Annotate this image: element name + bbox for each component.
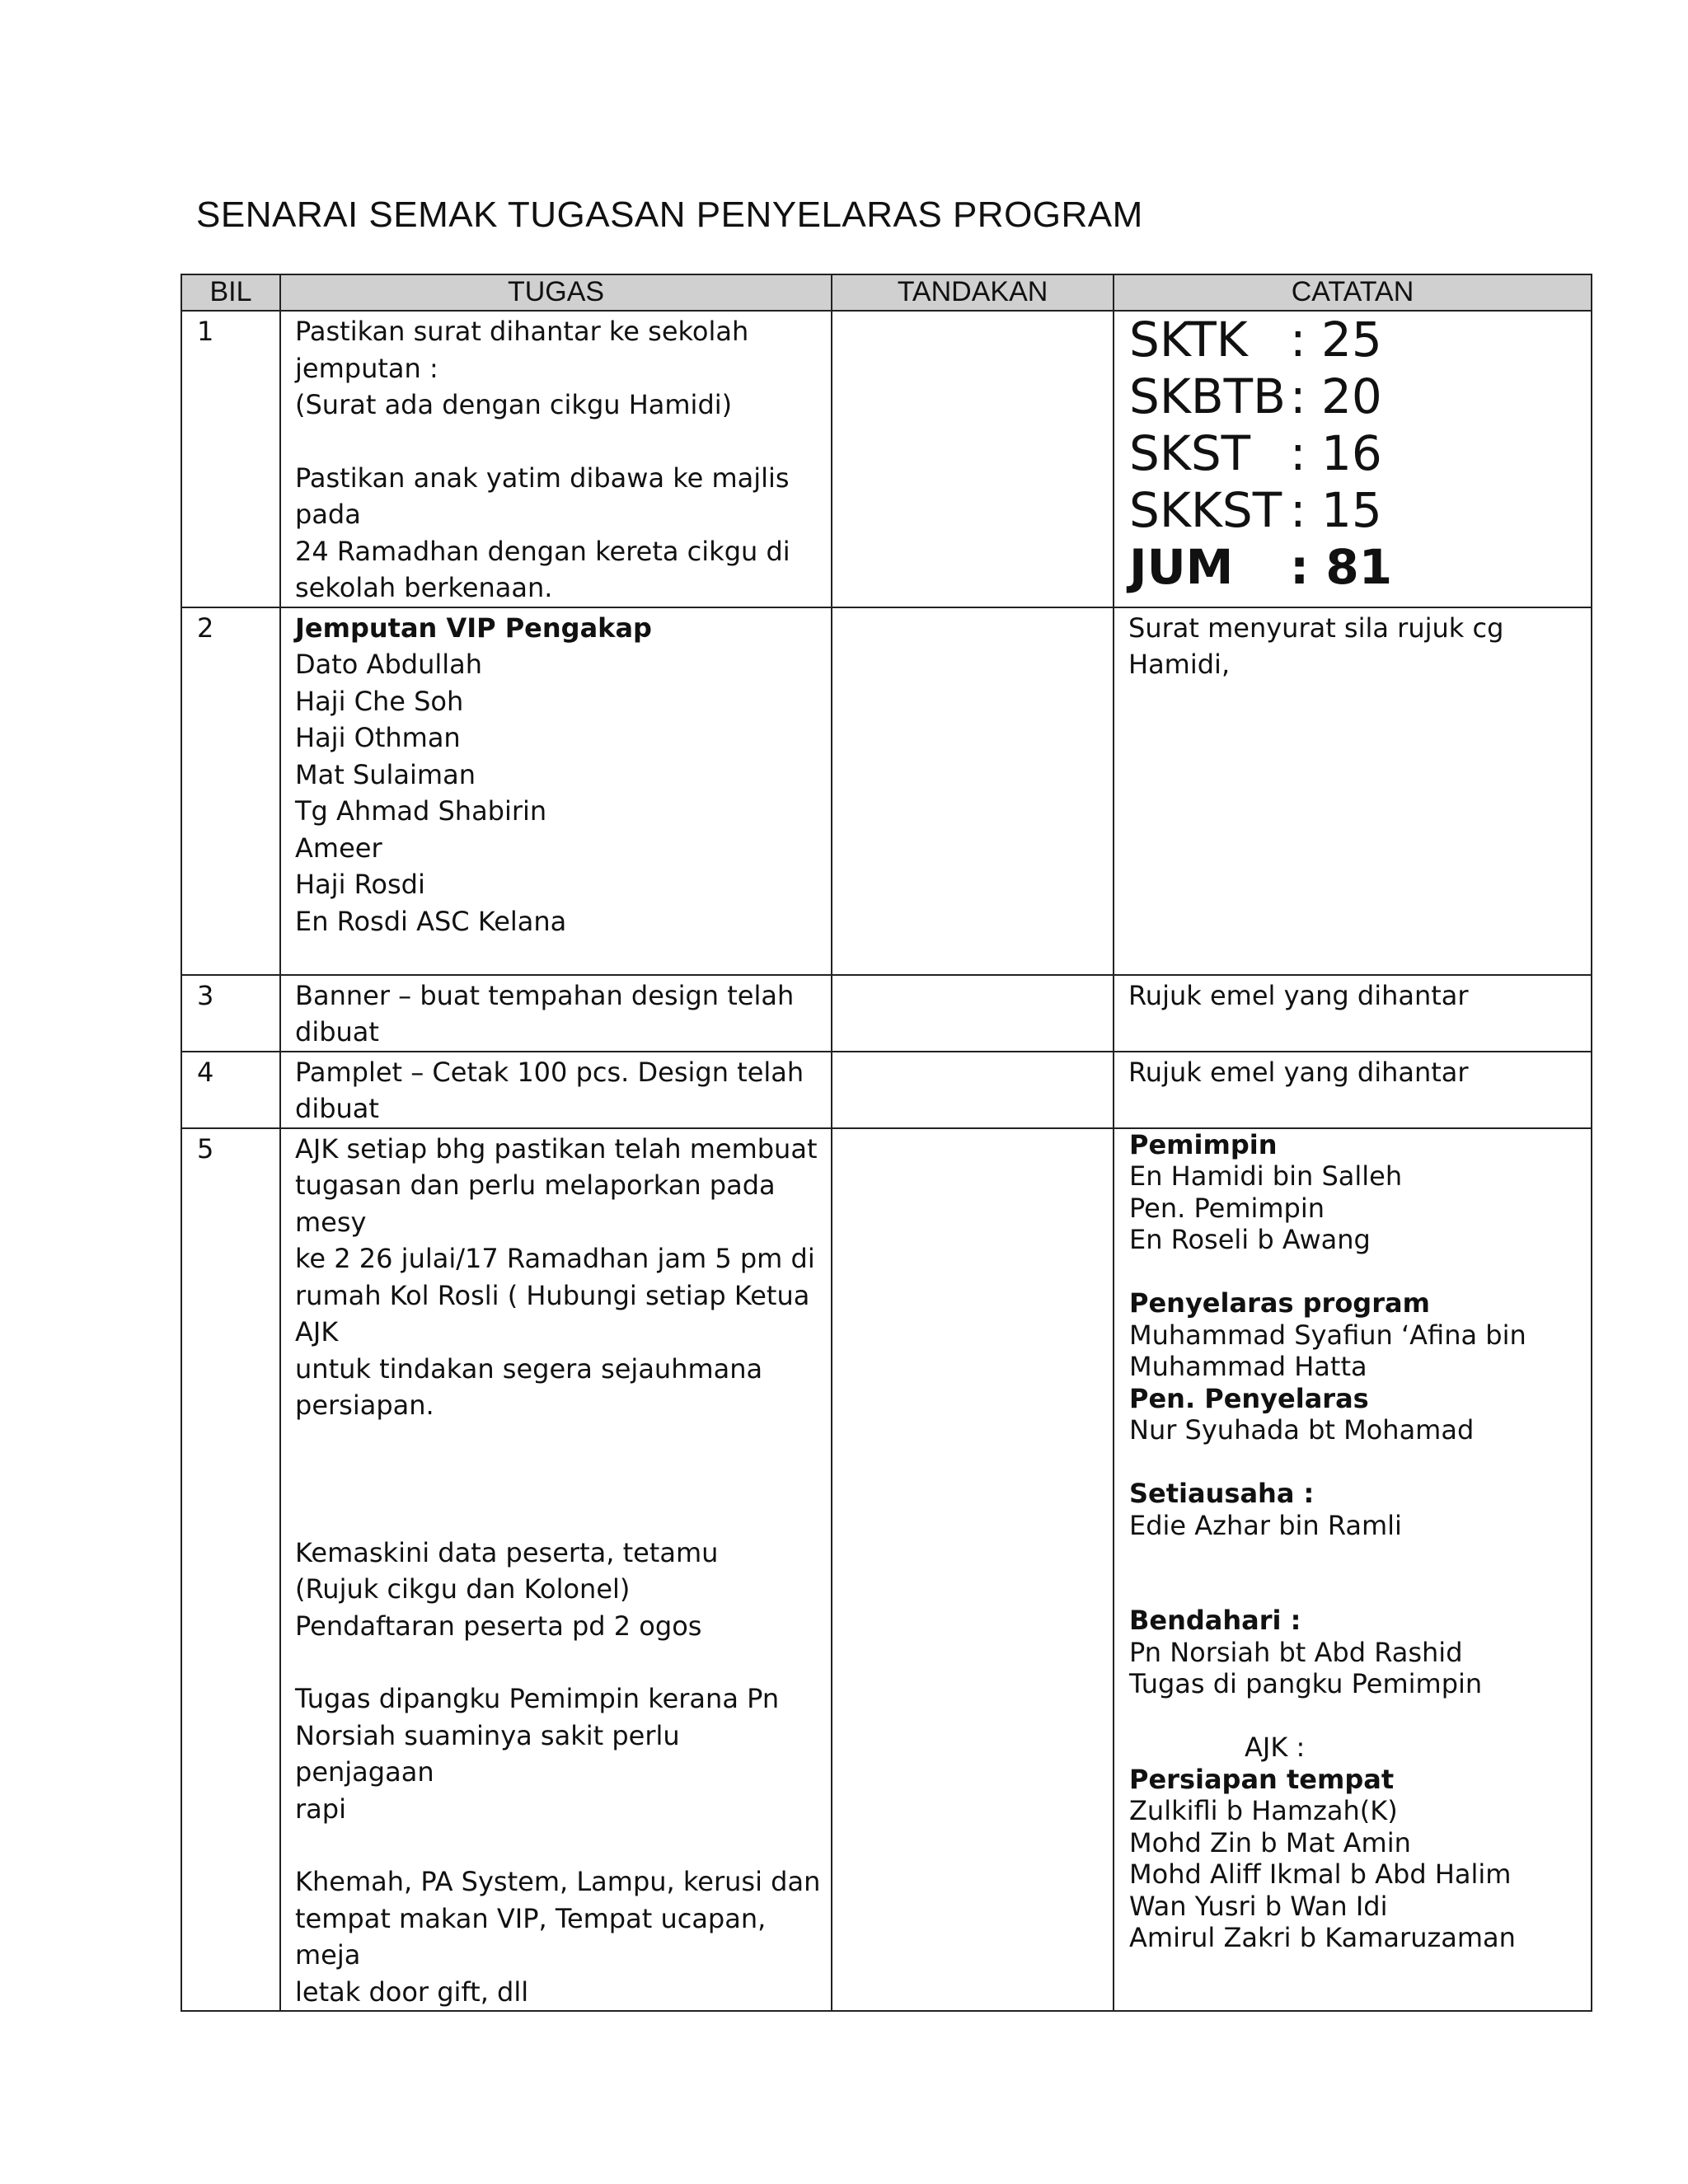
role-label: Pen. Pemimpin	[1129, 1192, 1325, 1224]
ajk-label: AJK :	[1245, 1732, 1306, 1763]
table-row	[181, 311, 1592, 607]
tugas-line: Pendaftaran peserta pd 2 ogos	[295, 1610, 702, 1642]
tugas-line: Banner – buat tempahan design telah	[295, 979, 795, 1011]
bil-cell: 3	[181, 975, 280, 1052]
table-row	[181, 607, 1592, 975]
total-count: JUM : 81	[1129, 539, 1393, 595]
tugas-line: 24 Ramadhan dengan kereta cikgu di	[295, 535, 790, 567]
catatan-cell: Rujuk emel yang dihantar	[1114, 1052, 1592, 1128]
tugas-line: Norsiah suaminya sakit perlu penjagaan	[295, 1719, 680, 1788]
tugas-line: dibuat	[295, 1093, 379, 1124]
table-row	[181, 975, 1592, 1052]
tandakan-cell[interactable]	[832, 1052, 1114, 1128]
tugas-line: letak door gift, dll	[295, 1975, 529, 2008]
bil-cell: 4	[181, 1052, 280, 1128]
bil-cell: 2	[181, 607, 280, 975]
school-count: SKBTB : 20	[1129, 368, 1382, 424]
catatan-cell	[1114, 1128, 1592, 2012]
page-title: SENARAI SEMAK TUGASAN PENYELARAS PROGRAM	[196, 194, 1143, 235]
role-label: Penyelaras program	[1129, 1287, 1430, 1319]
table-row	[181, 1128, 1592, 2012]
header-catatan: CATATAN	[1114, 274, 1592, 311]
vip-name: Tg Ahmad Shabirin	[295, 795, 547, 827]
role-label: Bendahari :	[1129, 1605, 1301, 1636]
catatan-cell	[1114, 311, 1592, 607]
tugas-line: dibuat	[295, 1016, 379, 1047]
role-name: Muhammad Hatta	[1129, 1351, 1367, 1382]
role-label: Pemimpin	[1129, 1128, 1278, 1160]
role-name: Amirul Zakri b Kamaruzaman	[1129, 1922, 1516, 1953]
tugas-line: Pastikan anak yatim dibawa ke majlis pada	[295, 462, 790, 530]
vip-name: Haji Che Soh	[295, 685, 464, 717]
catatan-cell: Rujuk emel yang dihantar	[1114, 975, 1592, 1052]
tugas-line: ke 2 26 julai/17 Ramadhan jam 5 pm di	[295, 1243, 815, 1274]
role-name: Zulkifli b Hamzah(K)	[1129, 1795, 1398, 1826]
tugas-cell	[280, 311, 832, 607]
bil-cell: 1	[181, 311, 280, 607]
tugas-line: AJK setiap bhg pastikan telah membuat	[295, 1132, 818, 1165]
role-name: Wan Yusri b Wan Idi	[1129, 1890, 1388, 1922]
bil-cell: 5	[181, 1128, 280, 2012]
tugas-line: rapi	[295, 1793, 346, 1825]
tugas-line: Kemaskini data peserta, tetamu	[295, 1536, 719, 1568]
role-name: Nur Syuhada bt Mohamad	[1129, 1414, 1475, 1446]
role-label: Persiapan tempat	[1129, 1763, 1395, 1795]
tugas-line: jemputan :	[295, 352, 438, 384]
role-name: Pn Norsiah bt Abd Rashid	[1129, 1636, 1463, 1668]
school-count: SKST : 16	[1129, 425, 1382, 481]
role-label: Pen. Penyelaras	[1129, 1382, 1369, 1414]
tugas-heading: Jemputan VIP Pengakap	[295, 612, 652, 644]
role-name: Muhammad Syafiun ‘Afina bin	[1129, 1319, 1526, 1351]
role-name: Tugas di pangku Pemimpin	[1129, 1668, 1483, 1699]
tugas-line: rumah Kol Rosli ( Hubungi setiap Ketua AJK	[295, 1279, 810, 1347]
tugas-line: sekolah berkenaan.	[295, 572, 553, 603]
tugas-line: Pastikan surat dihantar ke sekolah	[295, 316, 749, 347]
tugas-line: (Surat ada dengan cikgu Hamidi)	[295, 389, 733, 420]
table-header-row	[181, 274, 1592, 311]
header-tugas: TUGAS	[280, 274, 832, 311]
role-name: En Hamidi bin Salleh	[1129, 1160, 1403, 1192]
vip-name: Haji Othman	[295, 722, 461, 753]
vip-name: Dato Abdullah	[295, 649, 483, 680]
tugas-line: Pamplet – Cetak 100 pcs. Design telah	[295, 1056, 804, 1088]
tugas-cell	[280, 975, 832, 1052]
tugas-line: Khemah, PA System, Lampu, kerusi dan	[295, 1866, 821, 1897]
tandakan-cell[interactable]	[832, 975, 1114, 1052]
header-bil: BIL	[181, 274, 280, 311]
tandakan-cell[interactable]	[832, 311, 1114, 607]
catatan-cell: Surat menyurat sila rujuk cg Hamidi,	[1114, 607, 1592, 975]
tugas-line: persiapan.	[295, 1390, 434, 1421]
vip-name: Ameer	[295, 832, 382, 864]
school-count: SKKST : 15	[1129, 482, 1382, 538]
tugas-line: untuk tindakan segera sejauhmana	[295, 1352, 763, 1385]
tugas-line: Tugas dipangku Pemimpin kerana Pn	[295, 1683, 780, 1714]
tugas-cell	[280, 1052, 832, 1128]
table-row	[181, 1052, 1592, 1128]
vip-name: En Rosdi ASC Kelana	[295, 905, 567, 937]
header-tandakan: TANDAKAN	[832, 274, 1114, 311]
role-name: Mohd Zin b Mat Amin	[1129, 1826, 1411, 1858]
role-name: Mohd Aliff Ikmal b Abd Halim	[1129, 1858, 1512, 1890]
tandakan-cell[interactable]	[832, 1128, 1114, 2012]
vip-name: Haji Rosdi	[295, 869, 425, 900]
school-count: SKTK : 25	[1129, 312, 1382, 368]
tandakan-cell[interactable]	[832, 607, 1114, 975]
tugas-line: tugasan dan perlu melaporkan pada mesy	[295, 1169, 776, 1238]
tugas-cell	[280, 1128, 832, 2012]
vip-name: Mat Sulaiman	[295, 758, 476, 790]
tugas-cell	[280, 607, 832, 975]
checklist-table	[181, 274, 1592, 2012]
role-label: Setiausaha :	[1129, 1478, 1315, 1509]
tugas-line: tempat makan VIP, Tempat ucapan, meja	[295, 1902, 767, 1971]
tugas-line: (Rujuk cikgu dan Kolonel)	[295, 1573, 631, 1605]
role-name: Edie Azhar bin Ramli	[1129, 1509, 1402, 1541]
role-name: En Roseli b Awang	[1129, 1224, 1371, 1255]
